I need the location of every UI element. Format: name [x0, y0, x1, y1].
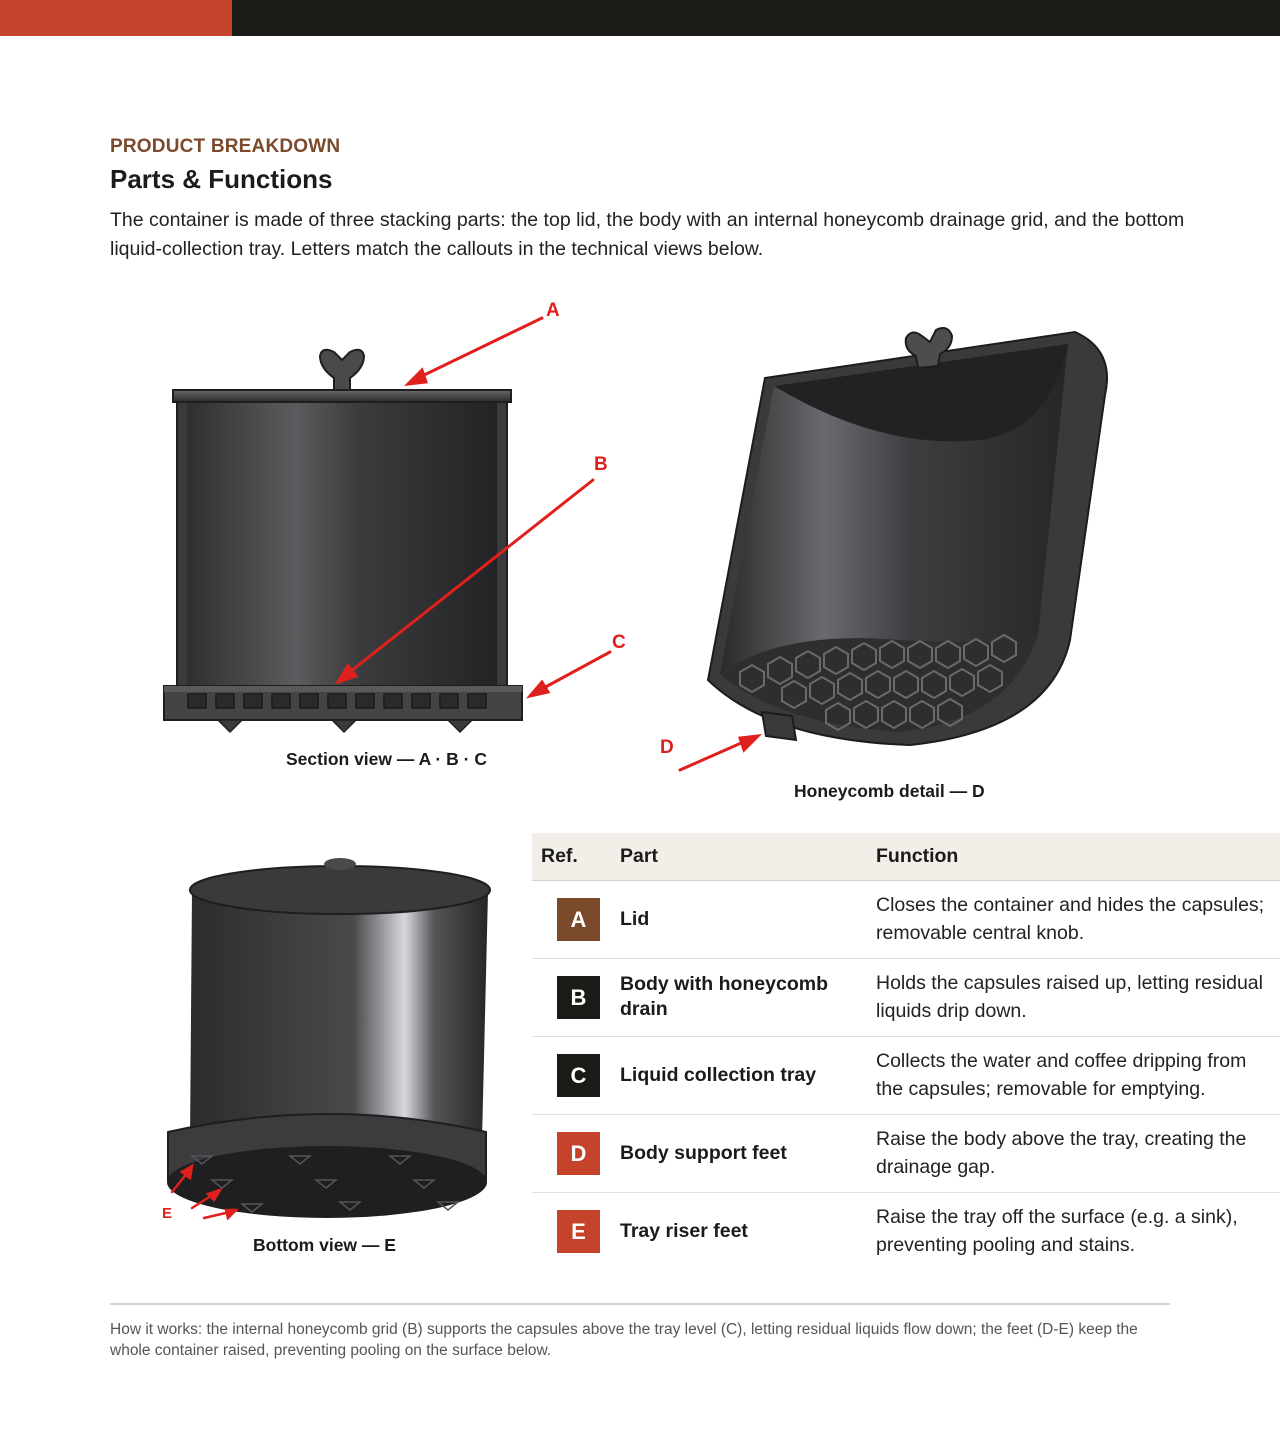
section-view-caption: Section view — A · B · C	[286, 749, 487, 769]
function-text: Raise the tray off the surface (e.g. a sink), preventing pooling and stains.	[876, 1205, 1238, 1257]
part-name: Tray riser feet	[620, 1219, 748, 1242]
function-text: Collects the water and coffee dripping from the capsules; removable for emptying.	[876, 1049, 1247, 1100]
function-cell	[876, 1036, 1280, 1114]
callout-a-label: A	[546, 300, 560, 321]
header-ref: Ref.	[532, 833, 620, 880]
part-name: Body with honeycomb drain	[620, 973, 829, 1020]
ref-badge: A	[557, 898, 600, 941]
callout-e-label: E	[162, 1205, 173, 1222]
part-name: Body support feet	[620, 1141, 787, 1164]
ref-badge: B	[557, 976, 600, 1019]
page-title: Parts & Functions	[110, 164, 333, 194]
part-cell	[620, 1192, 876, 1270]
function-cell	[876, 880, 1280, 958]
honeycomb-detail-figure	[650, 300, 1130, 780]
ref-badge: C	[557, 1054, 600, 1097]
function-text: Holds the capsules raised up, letting residual liquids drip down.	[876, 971, 1263, 1022]
top-bar-accent	[0, 0, 232, 36]
table-row	[532, 1114, 1280, 1192]
header-part: Part	[620, 833, 876, 880]
part-cell	[620, 1114, 876, 1192]
part-cell	[620, 880, 876, 958]
callout-c-label: C	[612, 632, 626, 653]
part-cell	[620, 1036, 876, 1114]
honeycomb-detail-caption: Honeycomb detail — D	[794, 781, 985, 801]
footnote-divider	[110, 1303, 1170, 1305]
section-view-figure	[150, 290, 650, 750]
ref-cell	[532, 1192, 620, 1270]
ref-cell	[532, 958, 620, 1036]
table-row	[532, 1036, 1280, 1114]
callout-d-label: D	[660, 737, 674, 758]
ref-cell	[532, 1036, 620, 1114]
part-name: Liquid collection tray	[620, 1063, 817, 1086]
callout-b-label: B	[594, 454, 608, 475]
bottom-view-figure	[150, 850, 510, 1230]
ref-badge: E	[557, 1210, 600, 1253]
section-kicker: PRODUCT BREAKDOWN	[110, 136, 341, 157]
function-cell	[876, 958, 1280, 1036]
ref-badge: D	[557, 1132, 600, 1175]
function-text: Raise the body above the tray, creating the drainage gap.	[876, 1127, 1247, 1178]
part-name: Lid	[620, 907, 650, 930]
ref-cell	[532, 880, 620, 958]
table-row	[532, 958, 1280, 1036]
parts-table	[532, 833, 1280, 1270]
intro-paragraph: The container is made of three stacking parts: the top lid, the body with an internal honeycomb drainage grid, and the bottom liquid-collection tray. Letters match the callouts in the technical views below.	[110, 209, 1185, 260]
function-text: Closes the container and hides the capsules; removable central knob.	[876, 893, 1265, 944]
table-row	[532, 880, 1280, 958]
table-row	[532, 1192, 1280, 1270]
header-function: Function	[876, 833, 1280, 880]
bottom-view-caption: Bottom view — E	[253, 1235, 396, 1255]
function-cell	[876, 1192, 1280, 1270]
footnote: How it works: the internal honeycomb grid (B) supports the capsules above the tray level (C), letting residual liquids flow down; the feet (D-E) keep the whole container raised, preventing pooling on the surface below.	[110, 1321, 1138, 1359]
ref-cell	[532, 1114, 620, 1192]
table-header-row	[532, 833, 1280, 880]
part-cell	[620, 958, 876, 1036]
function-cell	[876, 1114, 1280, 1192]
